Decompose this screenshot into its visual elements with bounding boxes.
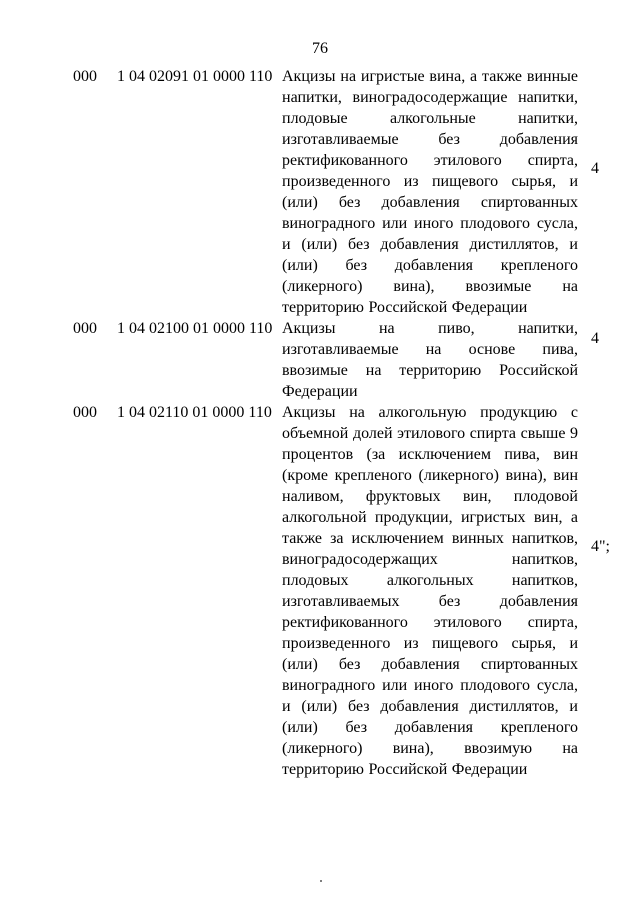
row-description: Акцизы на алкогольную продукцию с объемной долей этилового спирта свыше 9 процентов (за исключением пива, вин (кроме крепленого (ликерного) вина), вин наливом, фруктовых вин, плодовой алкогольной продукции, игристых вин, а также за исключением винных напитков, виноградосодержащих напитков, плодовых алкогольных напитков, изготавливаемых без добавления ректификованного этилового спирта, произведенного из пищевого сырья, и (или) без добавления спиртованных виноградного или иного плодового сусла, и (или) без добавления дистиллятов, и (или) без добавления крепленого (ликерного) вина), ввозимую на территорию Российской Федерации [282,404,578,778]
admin-code: 000 [73,68,97,85]
table-row [0,66,640,318]
row-description: Акцизы на игристые вина, а также винные напитки, виноградосодержащие напитки, плодовые алкогольные напитки, изготавливаемые без добавления ректификованного этилового спирта, произведенного из пищевого сырья, и (или) без добавления спиртованных виноградного или иного плодового сусла, и (или) без добавления дистиллятов, и (или) без добавления крепленого (ликерного) вина), ввозимые на территорию Российской Федерации [282,68,578,316]
kbk-code: 1 04 02091 01 0000 110 [117,68,273,85]
revenue-code-table [0,66,640,780]
table-row [0,402,640,780]
row-value: 4"; [591,538,610,555]
admin-code: 000 [73,320,97,337]
kbk-code: 1 04 02110 01 0000 110 [117,404,272,421]
page-number: 76 [312,40,328,57]
row-value: 4 [591,330,599,347]
table-row [0,318,640,402]
kbk-code: 1 04 02100 01 0000 110 [117,320,273,337]
row-value: 4 [591,160,599,177]
admin-code: 000 [73,404,97,421]
scan-dot [320,880,322,882]
row-description: Акцизы на пиво, напитки, изготавливаемые на основе пива, ввозимые на территорию Российской Федерации [282,320,578,400]
